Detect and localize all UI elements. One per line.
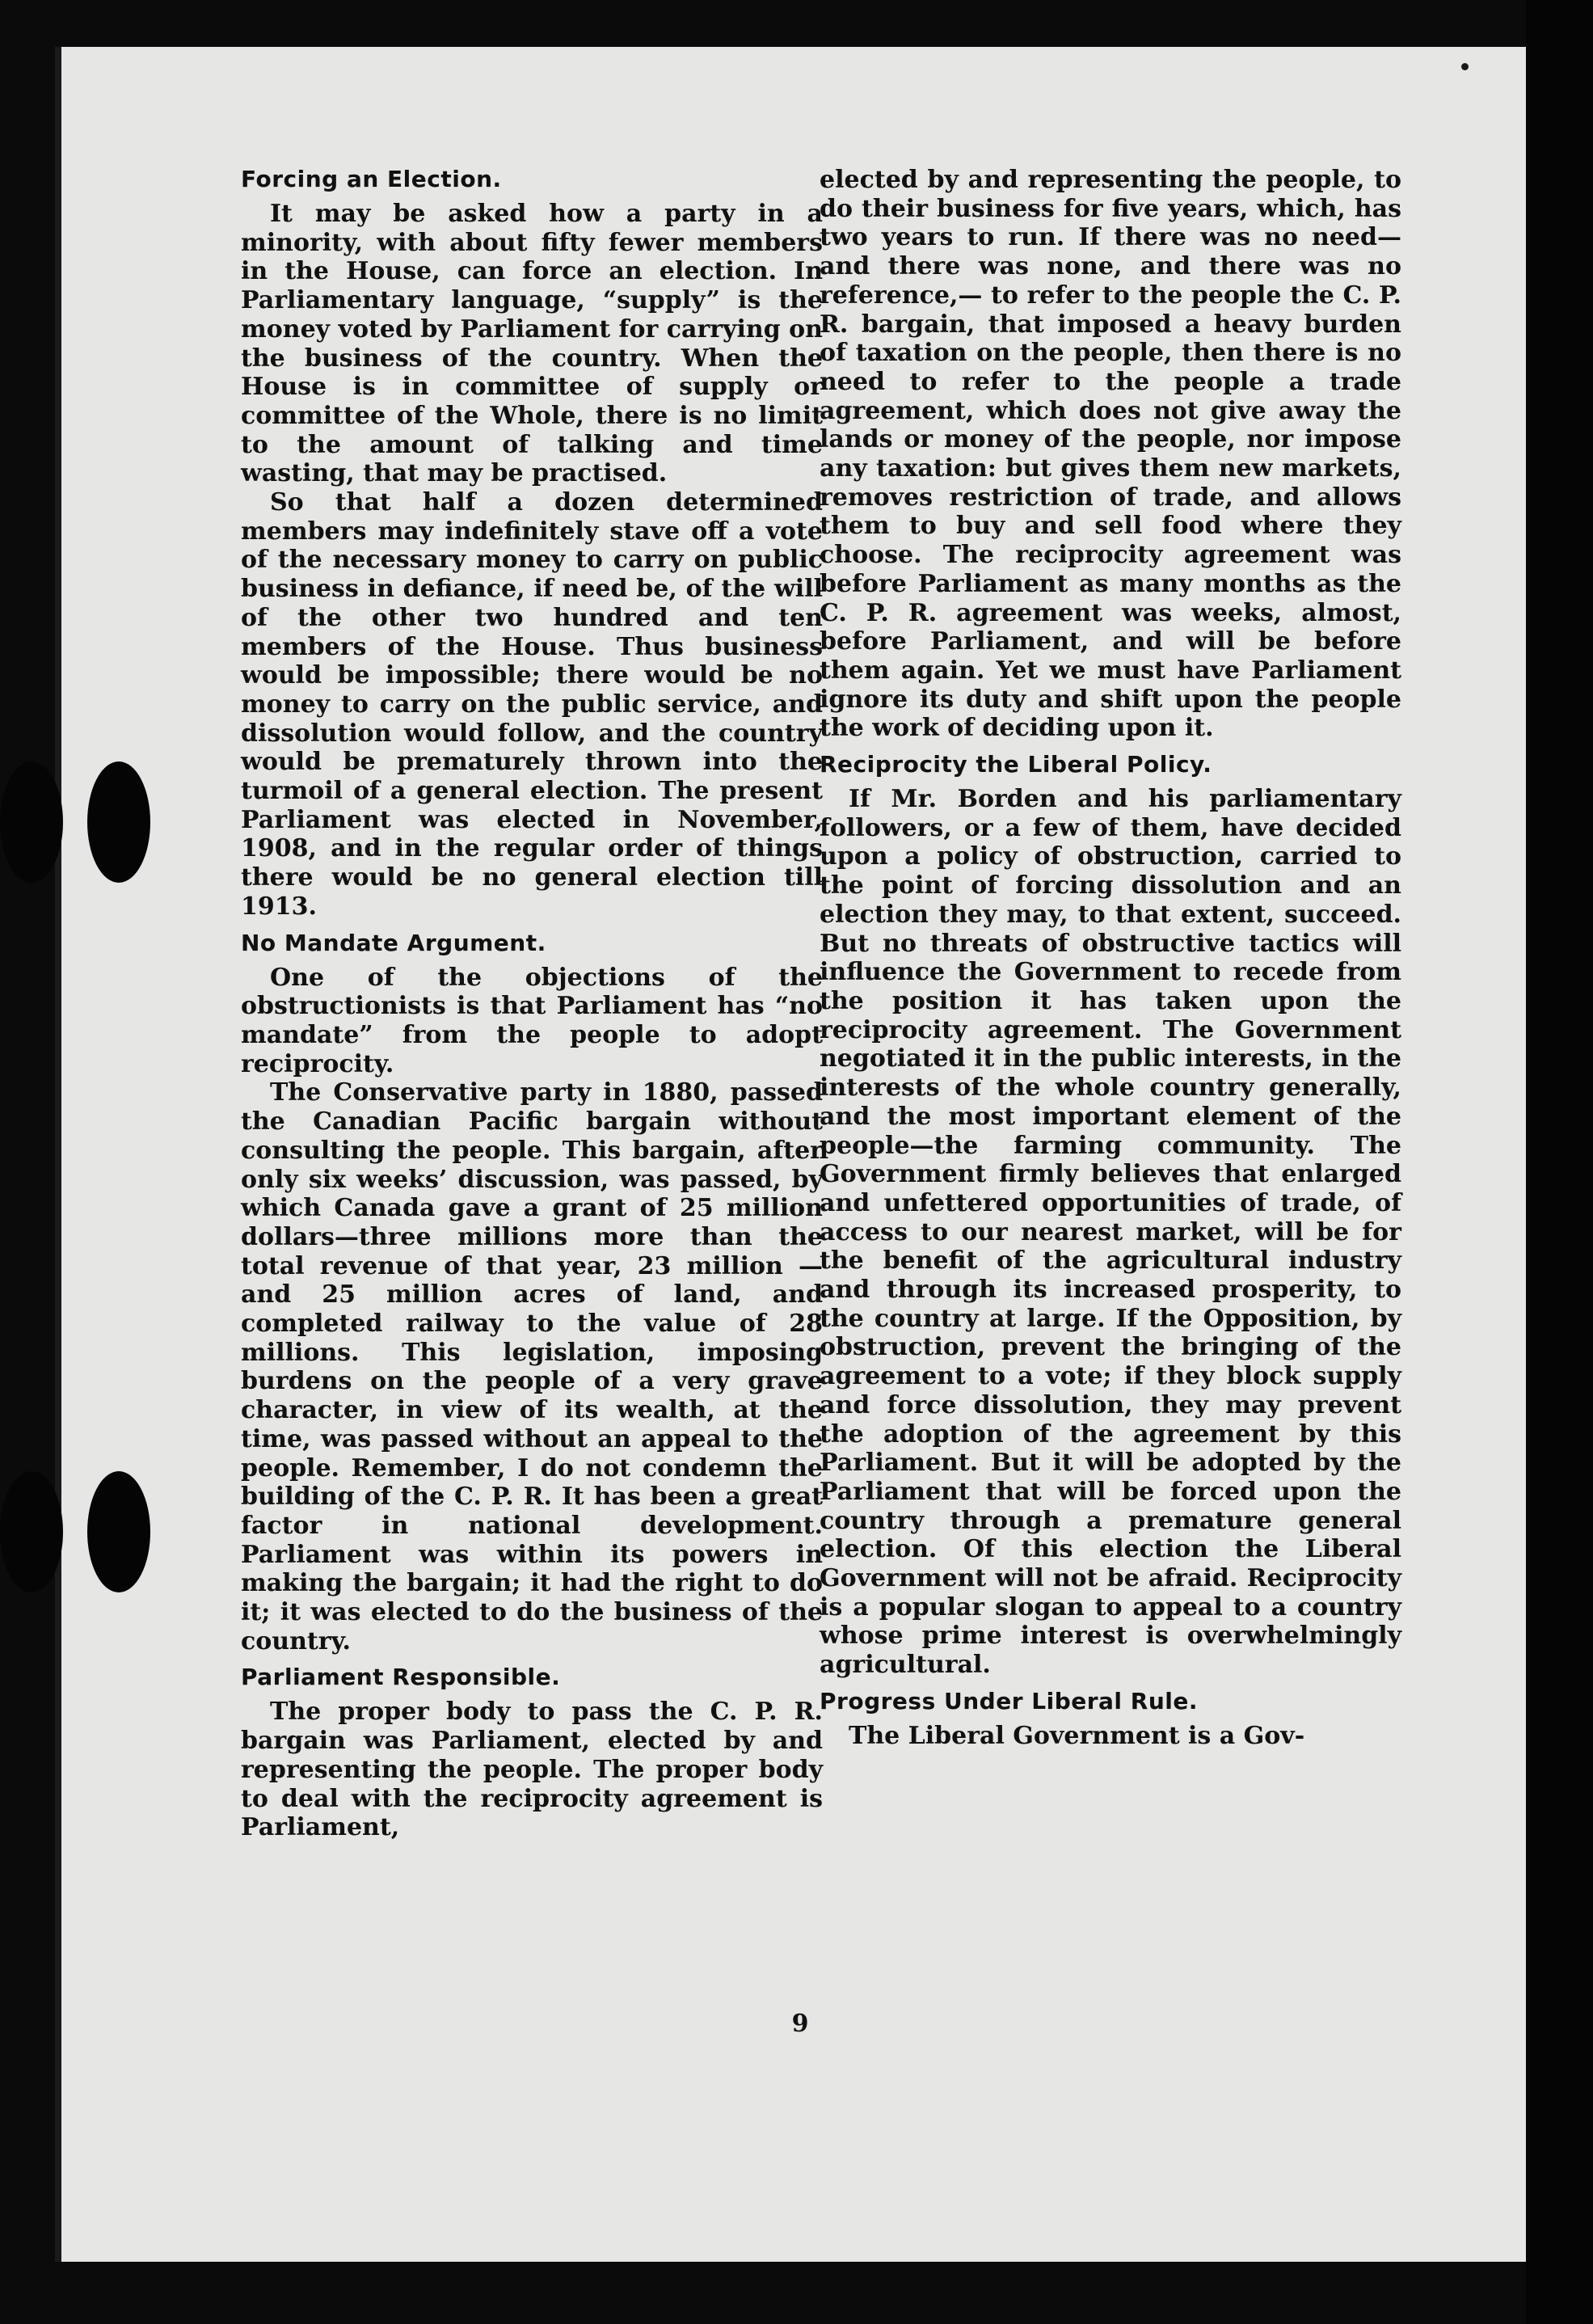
- paragraph: It may be asked how a party in a minority, with about fifty fewer members in the House, can force an election. In Parliamentary language, “supply” is the money voted by Parliament for carrying on the business of the country. When the House is in committee of supply or committee of the Whole, there is no limit to the amount of talking and time wasting, that may be practised.: [241, 200, 823, 488]
- punch-hole-inner-top: [87, 761, 150, 883]
- paragraph: The Conservative party in 1880, passed the Canadian Pacific bargain without consulting the people. This bargain, after only six weeks’ discussion, was passed, by which Canada gave a grant of 25 million dollars—three millions more than the total revenue of that year, 23 million —and 25 million acres of land, and completed railway to the value of 28 millions. This legislation, imposing burdens on the people of a very grave character, in view of its wealth, at the time, was passed without an appeal to the people. Remember, I do not condemn the building of the C. P. R. It has been a great factor in national development. Parliament was within its powers in making the bargain; it had the right to do it; it was elected to do the business of the country.: [241, 1078, 823, 1655]
- paragraph: One of the objections of the obstructionists is that Parliament has “no mandate” from the people to adopt reciprocity.: [241, 963, 823, 1078]
- ink-spot: [1461, 63, 1469, 70]
- heading-progress-liberal-rule: Progress Under Liberal Rule.: [820, 1687, 1198, 1715]
- page-number: 9: [791, 2010, 809, 2038]
- heading-no-mandate: No Mandate Argument.: [241, 929, 546, 956]
- paragraph: If Mr. Borden and his parliamentary followers, or a few of them, have decided upon a policy of obstruction, carried to the point of forcing dissolution and an election they may, to that extent, succeed. But no threats of obstructive tactics will influence the Government to recede from the position it has taken upon the reciprocity agreement. The Government negotiated it in the public interests, in the interests of the whole country generally, and the most important element of the people—the farming community. The Government firmly believes that enlarged and unfettered opportunities of trade, of access to our nearest market, will be for the benefit of the agricultural industry and through its increased prosperity, to the country at large. If the Opposition, by obstruction, prevent the bringing of the agreement to a vote; if they block supply and force dissolution, they may prevent the adoption of the agreement by this Parliament. But it will be adopted by the Parliament that will be forced upon the country through a premature general election. Of this election the Liberal Government will not be afraid. Reciprocity is a popular slogan to appeal to a country whose prime interest is overwhelmingly agricultural.: [820, 785, 1401, 1680]
- right-column: [820, 166, 1401, 1751]
- paragraph: The proper body to pass the C. P. R. bargain was Parliament, elected by and representing the people. The proper body to deal with the reciprocity agreement is Parliament,: [241, 1698, 823, 1842]
- heading-forcing-election: Forcing an Election.: [241, 166, 502, 192]
- scan-border: [1526, 0, 1593, 2324]
- punch-hole-inner-bottom: [87, 1471, 150, 1592]
- left-column: [241, 166, 823, 1842]
- punch-hole-outer-top: [0, 761, 63, 883]
- heading-parliament-responsible: Parliament Responsible.: [241, 1664, 561, 1691]
- punch-hole-outer-bottom: [0, 1471, 63, 1592]
- paragraph: So that half a dozen determined members may indefinitely stave off a vote of the necessary money to carry on public business in defiance, if need be, of the will of the other two hundred and ten members of the House. Thus business would be impossible; there would be no money to carry on the public service, and dissolution would follow, and the country would be prematurely thrown into the turmoil of a general election. The present Parliament was elected in November, 1908, and in the regular order of things there would be no general election till 1913.: [241, 488, 823, 921]
- paragraph: The Liberal Government is a Gov-: [849, 1721, 1305, 1750]
- binding-edge: [55, 47, 61, 2262]
- paragraph-continued: elected by and representing the people, to do their business for five years, which, has two years to run. If there was no need—and there was none, and there was no reference,— to refer to the people the C. P. R. bargain, that imposed a heavy burden of taxation on the people, then there is no need to refer to the people a trade agreement, which does not give away the lands or money of the people, nor impose any taxation: but gives them new markets, removes restriction of trade, and allows them to buy and sell food where they choose. The reciprocity agreement was before Parliament as many months as the C. P. R. agreement was weeks, almost, before Parliament, and will be before them again. Yet we must have Parliament ignore its duty and shift upon the people the work of deciding upon it.: [820, 166, 1401, 743]
- heading-reciprocity-liberal-policy: Reciprocity the Liberal Policy.: [820, 751, 1212, 778]
